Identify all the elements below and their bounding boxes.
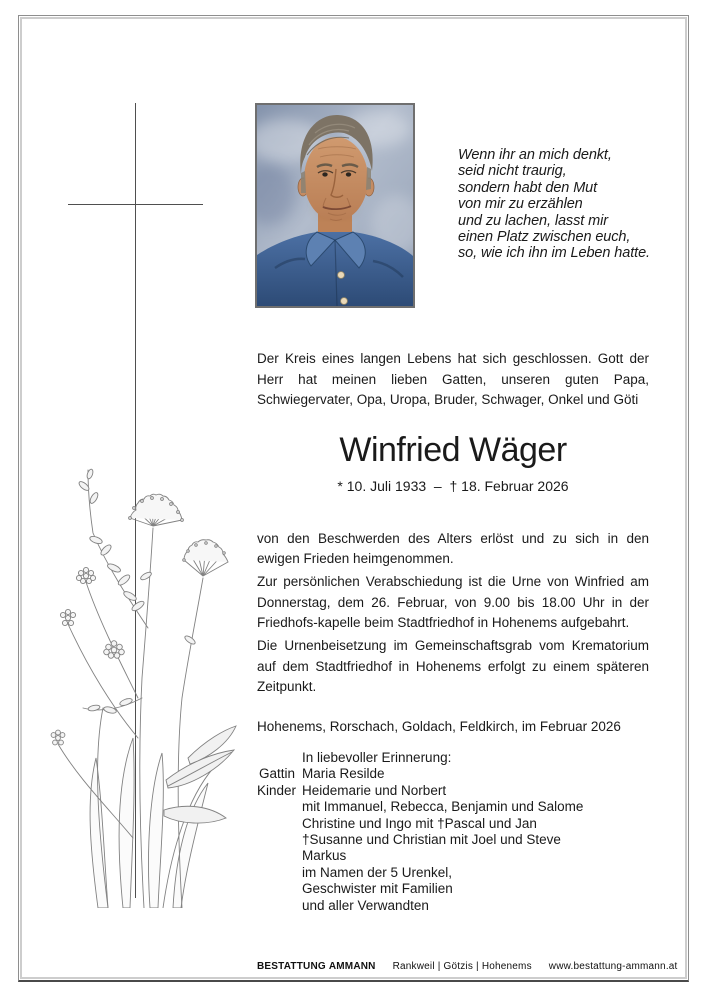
family-row-label: Gattin <box>258 766 295 782</box>
family-row-label <box>257 799 295 815</box>
life-dates: * 10. Juli 1933 – † 18. Februar 2026 <box>337 477 569 494</box>
intro-paragraph: Der Kreis eines langen Lebens hat sich geschlossen. Gott der Herr hat meinen lieben Gatten, unseren guten Papa, Schwiegervater, Opa, Uropa, Bruder, Schwager, Onkel und Göti <box>257 351 649 407</box>
family-row-text: Christine und Ingo mit †Pascal und Jan <box>302 815 537 831</box>
funeral-home-locations: Rankweil | Götzis | Hohenems <box>392 961 532 972</box>
poem-line: sondern habt den Mut <box>458 179 598 196</box>
family-row-label: Kinder <box>257 782 297 798</box>
family-row-text: Heidemarie und Norbert <box>302 782 447 798</box>
family-row-text: im Namen der 5 Urenkel, <box>302 864 453 880</box>
family-row-text: Geschwister mit Familien <box>302 881 453 897</box>
poem-line: und zu lachen, lasst mir <box>458 212 608 229</box>
poem-line: seid nicht traurig, <box>458 163 567 180</box>
places-date-line: Hohenems, Rorschach, Goldach, Feldkirch, im Februar 2026 <box>257 718 621 734</box>
family-row-text: Maria Resilde <box>302 766 385 782</box>
poem-line: von mir zu erzählen <box>458 196 583 213</box>
wildflower-sketch-icon <box>38 458 238 908</box>
family-row-text: †Susanne und Christian mit Joel und Steve <box>302 832 561 848</box>
family-row-label <box>257 881 295 897</box>
poem-line: Wenn ihr an mich denkt, <box>458 147 612 163</box>
family-row-text: und aller Verwandten <box>302 897 429 913</box>
deceased-name: Winfried Wäger <box>339 430 567 469</box>
announcement-column <box>257 349 649 737</box>
family-row-label <box>257 865 295 881</box>
body-paragraphs <box>257 529 649 698</box>
body-paragraph: von den Beschwerden des Alters erlöst und zu sich in den ewigen Frieden heimgenommen. <box>257 530 649 566</box>
funeral-home-website: www.bestattung-ammann.at <box>548 961 678 972</box>
family-row-label <box>257 816 295 832</box>
family-row-text: mit Immanuel, Rebecca, Benjamin und Salome <box>302 799 584 815</box>
family-row-text: In liebevoller Erinnerung: <box>302 750 452 765</box>
family-row-label <box>257 848 295 864</box>
family-row-label <box>257 750 295 766</box>
condolence-poem <box>458 147 668 262</box>
remembrance-list <box>257 750 583 914</box>
body-paragraph: Die Urnenbeisetzung im Gemeinschaftsgrab vom Krematorium auf dem Stadtfriedhof in Hohenems erfolgt zu einem späteren Zeitpunkt. <box>257 638 649 694</box>
funeral-home-brand: AMMANN <box>328 961 376 972</box>
funeral-home-name <box>257 961 376 973</box>
memorial-cross-horizontal <box>68 204 203 205</box>
portrait-photo <box>255 103 415 308</box>
body-paragraph: Zur persönlichen Verabschiedung ist die Urne von Winfried am Donnerstag, dem 26. Februar, von 9.00 bis 18.00 Uhr in der Friedhofs-kapelle beim Stadtfriedhof in Hohenems aufgebahrt. <box>257 574 649 630</box>
family-row-label <box>257 832 295 848</box>
family-row-text: Markus <box>302 848 347 864</box>
funeral-home-footer <box>257 961 678 973</box>
funeral-home-prefix: BESTATTUNG <box>257 961 326 972</box>
poem-line: einen Platz zwischen euch, <box>458 229 631 246</box>
poem-line: so, wie ich ihn im Leben hatte. <box>458 245 650 262</box>
family-row-label <box>257 898 295 914</box>
